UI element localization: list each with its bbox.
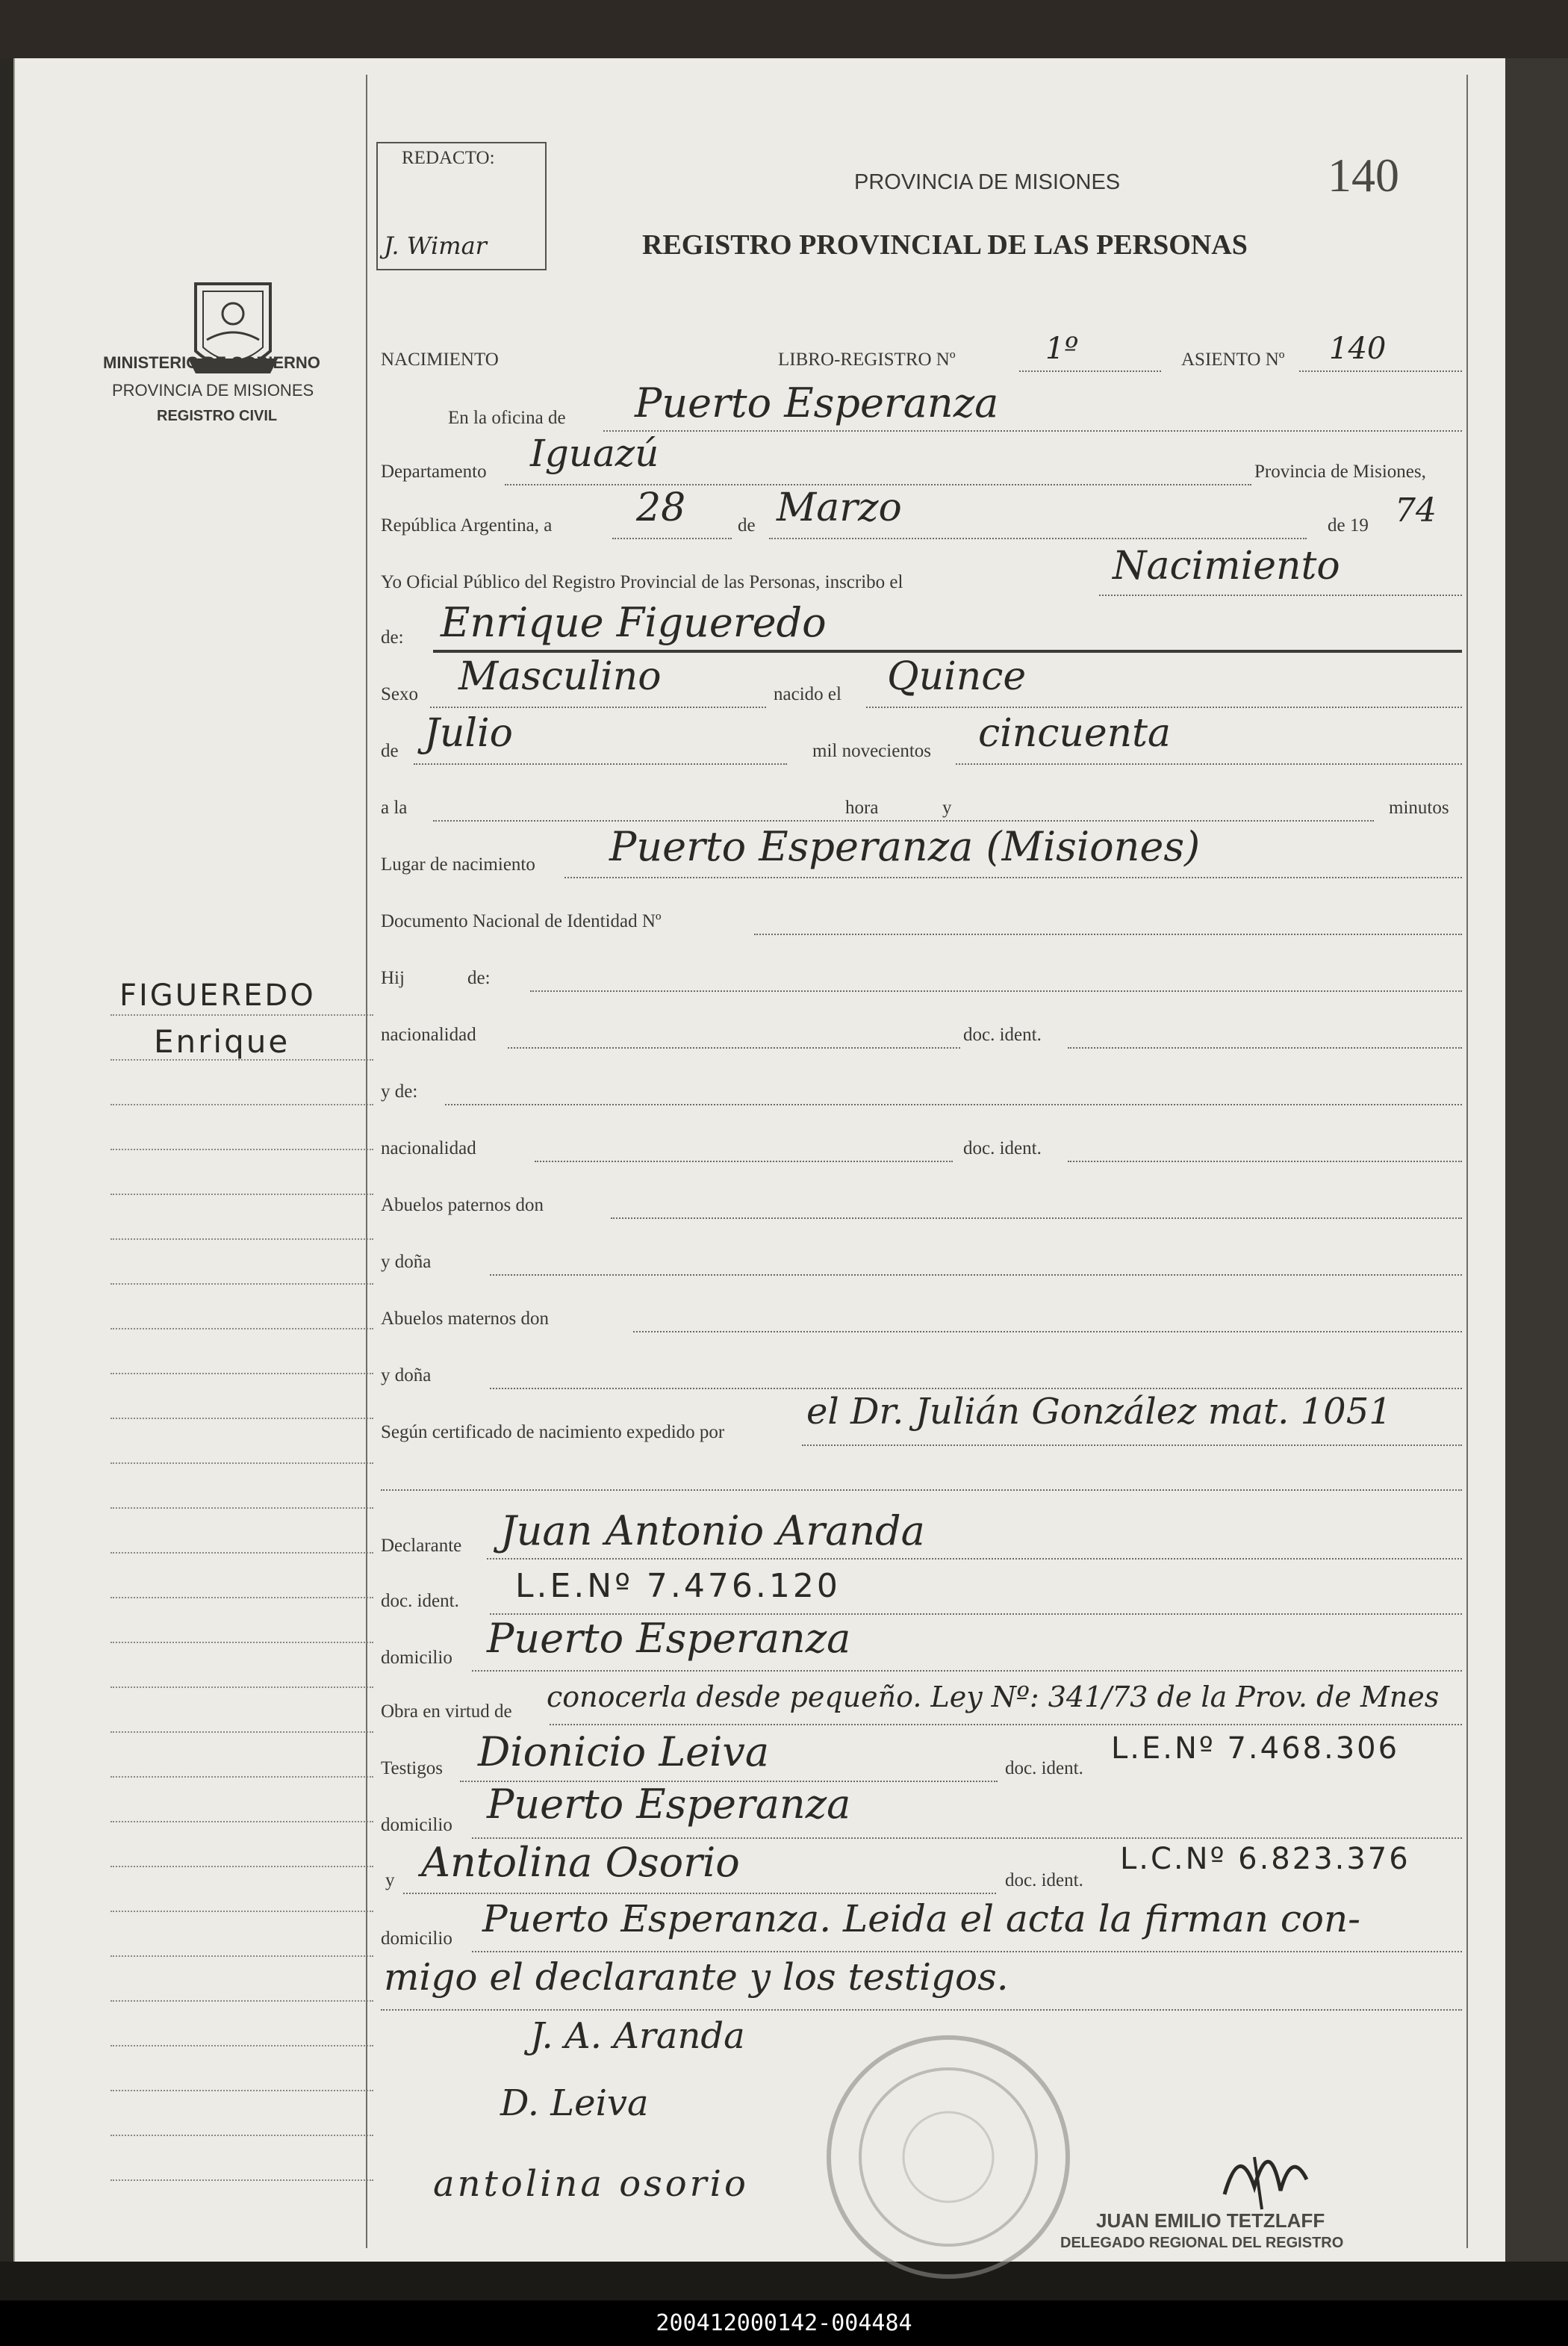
departamento-label: Departamento — [381, 462, 487, 482]
asiento-label: ASIENTO Nº — [1181, 350, 1285, 370]
ydona2-label: y doña — [381, 1365, 432, 1385]
margin-line — [111, 2000, 373, 2002]
redacto-name: J. Wimar — [384, 232, 487, 260]
y-hora-label: y — [938, 798, 956, 819]
abuelos-maternos-label: Abuelos maternos don — [381, 1309, 549, 1329]
margin-line — [111, 1104, 373, 1105]
official-stamp-line-1: JUAN EMILIO TETZLAFF — [1096, 2209, 1325, 2232]
ala-label: a la — [381, 798, 408, 818]
lugar-line — [564, 877, 1462, 878]
milnov-label: mil novecientos — [812, 741, 931, 761]
y2-label: y — [385, 1870, 395, 1890]
round-seal-stamp-icon — [821, 2030, 1075, 2284]
nacido-line — [866, 707, 1462, 708]
margin-line — [111, 1238, 373, 1240]
segun-label: Según certificado de nacimiento expedido por — [381, 1422, 725, 1442]
margin-line — [111, 1821, 373, 1822]
signature-testigo-2: antolina osorio — [433, 2163, 749, 2205]
domicilio2-value: Puerto Esperanza — [487, 1781, 851, 1828]
province-heading: PROVINCIA DE MISIONES — [854, 170, 1121, 194]
obra-value: conocerla desde pequeño. Ley Nº: 341/73 de la Prov. de Mnes — [547, 1681, 1440, 1713]
testigo1-value: Dionicio Leiva — [478, 1728, 770, 1775]
segun-value: el Dr. Julián González mat. 1051 — [806, 1391, 1392, 1433]
sexo-line — [430, 707, 766, 708]
domicilio3-label: domicilio — [381, 1928, 452, 1949]
domicilio-value: Puerto Esperanza — [487, 1615, 851, 1662]
dia-line — [612, 538, 732, 539]
background-top — [0, 0, 1568, 58]
ydona-line — [490, 1274, 1462, 1276]
obra-line — [550, 1724, 1462, 1725]
abuelos-paternos-line — [611, 1217, 1462, 1219]
margin-line — [111, 1731, 373, 1733]
ydona-label: y doña — [381, 1252, 432, 1272]
right-border — [1466, 75, 1468, 2248]
docident2-label: doc. ident. — [963, 1138, 1042, 1158]
margin-given-name: Enrique — [154, 1023, 290, 1060]
libro-value: 1º — [1045, 332, 1079, 366]
asiento-line — [1299, 370, 1462, 372]
nacionalidad-line — [508, 1047, 960, 1049]
nombre-value: Enrique Figueredo — [441, 599, 827, 646]
milnov-line — [956, 763, 1462, 765]
ministry-line-3: REGISTRO CIVIL — [157, 408, 278, 424]
hora-label: hora — [841, 798, 883, 819]
margin-line — [111, 2090, 373, 2091]
docident3-label: doc. ident. — [381, 1591, 459, 1611]
cierre-line — [381, 2009, 1462, 2011]
margin-line — [111, 1418, 373, 1419]
ministry-line-2: PROVINCIA DE MISIONES — [112, 381, 314, 400]
book-edge — [1504, 58, 1568, 2262]
mes-nac-value: Julio — [424, 711, 513, 756]
hij-line — [530, 990, 1462, 992]
yde-label: y de: — [381, 1082, 418, 1102]
margin-line — [111, 1911, 373, 1912]
margin-line — [111, 1149, 373, 1150]
mes-nac-line — [414, 763, 787, 765]
hij-label: Hij — [381, 968, 405, 988]
declarante-value: Juan Antonio Aranda — [500, 1507, 925, 1554]
oficina-line — [603, 430, 1462, 432]
sexo-label: Sexo — [381, 684, 418, 704]
segun-line-2 — [381, 1489, 1462, 1491]
anio-value: 74 — [1395, 491, 1437, 530]
obra-label: Obra en virtud de — [381, 1701, 512, 1722]
hora-line — [433, 820, 1374, 822]
redacto-label: REDACTO: — [402, 148, 495, 168]
margin-line — [111, 1552, 373, 1554]
margin-line — [111, 1507, 373, 1509]
sexo-value: Masculino — [458, 654, 662, 699]
inscribo-line — [1099, 595, 1462, 596]
margin-line — [111, 1776, 373, 1778]
dni-line — [754, 934, 1462, 935]
de-nombre-label: de: — [381, 627, 404, 648]
abuelos-paternos-label: Abuelos paternos don — [381, 1195, 544, 1215]
declarante-label: Declarante — [381, 1536, 462, 1556]
yo-oficial-label: Yo Oficial Público del Registro Provincial de las Personas, inscribo el — [381, 572, 903, 592]
nacimiento-label: NACIMIENTO — [381, 350, 499, 370]
lugar-label: Lugar de nacimiento — [381, 854, 535, 875]
margin-line — [111, 1014, 373, 1016]
docident4-label: doc. ident. — [1005, 1758, 1083, 1778]
libro-label: LIBRO-REGISTRO Nº — [778, 350, 956, 370]
oficina-value: Puerto Esperanza — [635, 379, 999, 426]
registry-title: REGISTRO PROVINCIAL DE LAS PERSONAS — [642, 229, 1248, 261]
libro-line — [1019, 370, 1161, 372]
nacionalidad2-line — [535, 1161, 953, 1162]
margin-line — [111, 1328, 373, 1329]
declarante-line — [487, 1558, 1462, 1560]
testigo2-value: Antolina Osorio — [421, 1839, 740, 1886]
nacido-value: Quince — [887, 654, 1027, 699]
testigo2-doc: L.C.Nº 6.823.376 — [1120, 1842, 1410, 1876]
segun-line — [802, 1444, 1462, 1446]
margin-surname: FIGUEREDO — [119, 978, 316, 1013]
margin-line — [111, 1462, 373, 1464]
de-anio-label: de 19 — [1328, 515, 1369, 536]
margin-line — [111, 1686, 373, 1688]
margin-line — [111, 2045, 373, 2046]
oficina-label: En la oficina de — [448, 408, 566, 428]
docident-label: doc. ident. — [963, 1025, 1042, 1045]
margin-line — [111, 1955, 373, 1957]
hij-de-label: de: — [467, 968, 491, 988]
provincia-label: Provincia de Misiones, — [1254, 462, 1426, 482]
de-mes-nac-label: de — [381, 741, 399, 761]
testigo1-doc: L.E.Nº 7.468.306 — [1111, 1731, 1400, 1766]
minutos-label: minutos — [1389, 798, 1449, 818]
cierre-value: migo el declarante y los testigos. — [384, 1955, 1009, 1999]
docident5-label: doc. ident. — [1005, 1870, 1083, 1890]
official-stamp-line-2: DELEGADO REGIONAL DEL REGISTRO — [1060, 2235, 1344, 2251]
ministry-line-1: MINISTERIO DE GOBIERNO — [103, 353, 320, 372]
margin-line — [111, 1642, 373, 1643]
testigos-label: Testigos — [381, 1758, 443, 1778]
docident2-line — [1068, 1161, 1462, 1162]
domicilio3-line — [472, 1951, 1462, 1952]
signature-declarante: J. A. Aranda — [530, 2015, 745, 2057]
domicilio2-label: domicilio — [381, 1815, 452, 1835]
margin-line — [111, 2179, 373, 2181]
mes-line — [769, 538, 1307, 539]
republica-label: República Argentina, a — [381, 515, 553, 536]
de-mes-label: de — [738, 515, 756, 536]
margin-line — [111, 1597, 373, 1598]
asiento-value: 140 — [1329, 332, 1387, 366]
departamento-value: Iguazú — [530, 432, 659, 475]
dia-value: 28 — [636, 485, 686, 530]
milnov-value: cincuenta — [978, 711, 1172, 756]
margin-divider — [366, 75, 367, 2248]
domicilio3-value: Puerto Esperanza. Leida el acta la firman con- — [482, 1897, 1361, 1940]
margin-line — [111, 1866, 373, 1867]
margin-line — [111, 2135, 373, 2136]
official-signature-icon — [1210, 2127, 1329, 2217]
ydona2-line — [490, 1388, 1462, 1389]
lugar-value: Puerto Esperanza (Misiones) — [609, 823, 1201, 870]
docident3-value: L.E.Nº 7.476.120 — [515, 1567, 841, 1605]
nombre-line — [433, 650, 1462, 653]
signature-testigo-1: D. Leiva — [500, 2082, 649, 2124]
margin-line — [111, 1373, 373, 1374]
page-number: 140 — [1328, 149, 1399, 202]
mes-value: Marzo — [777, 485, 902, 530]
margin-line — [111, 1283, 373, 1285]
margin-line — [111, 1059, 373, 1061]
abuelos-maternos-line — [633, 1331, 1462, 1332]
nacionalidad-label: nacionalidad — [381, 1025, 476, 1045]
dni-label: Documento Nacional de Identidad Nº — [381, 911, 662, 931]
docident-line — [1068, 1047, 1462, 1049]
nacionalidad2-label: nacionalidad — [381, 1138, 476, 1158]
margin-line — [111, 1194, 373, 1195]
domicilio-label: domicilio — [381, 1648, 452, 1668]
nacido-label: nacido el — [774, 684, 841, 704]
domicilio-line — [472, 1670, 1462, 1672]
inscribo-value: Nacimiento — [1113, 544, 1340, 589]
yde-line — [445, 1104, 1462, 1105]
book-spine — [0, 58, 13, 2262]
register-page — [13, 58, 1505, 2262]
testigo2-line — [403, 1893, 996, 1894]
image-id-caption: 200412000142-004484 — [0, 2300, 1568, 2346]
